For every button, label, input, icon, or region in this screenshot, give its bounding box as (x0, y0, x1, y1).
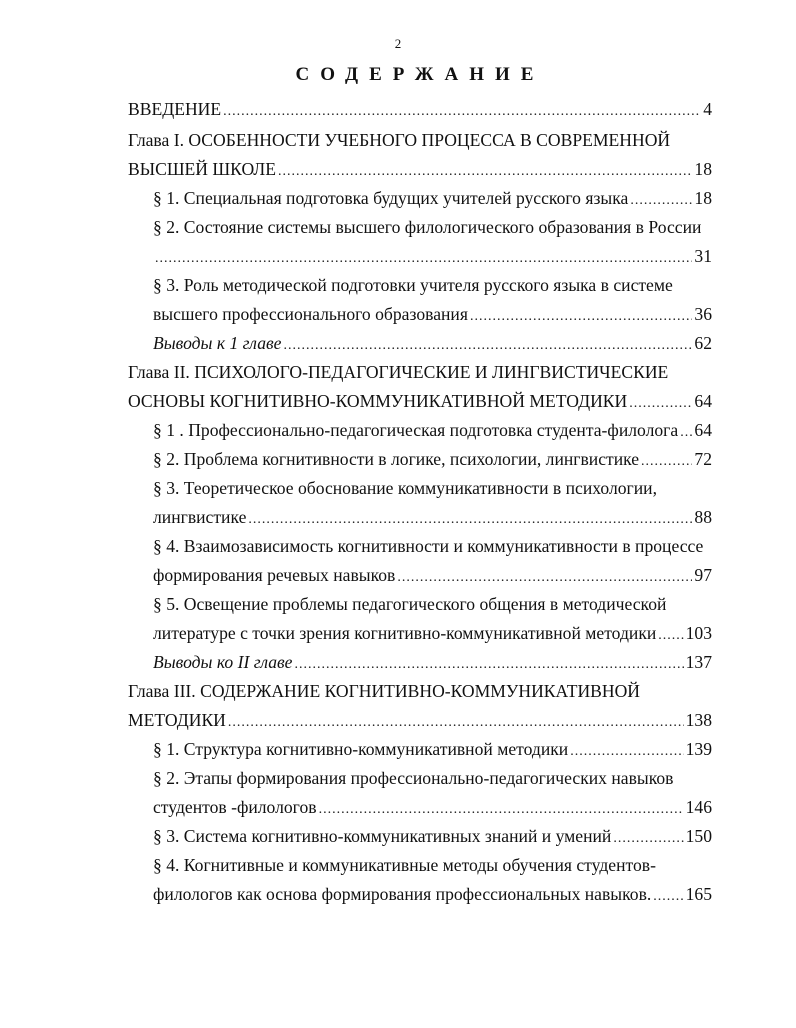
toc-entry-text: § 5. Освещение проблемы педагогического общения в методической (153, 594, 667, 614)
dot-leader (629, 389, 692, 418)
dot-leader (278, 157, 692, 186)
toc-entry (128, 793, 712, 822)
toc-page-number: 72 (694, 449, 712, 469)
dot-leader (680, 418, 692, 447)
dot-leader (283, 331, 692, 360)
toc-page-number: 31 (694, 246, 712, 266)
dot-leader (630, 186, 692, 215)
toc-entry-text: формирования речевых навыков (153, 565, 396, 585)
toc-entry (128, 387, 712, 416)
toc-page-number: 97 (694, 565, 712, 585)
dot-leader (570, 737, 683, 766)
toc-entry (128, 300, 712, 329)
dot-leader (248, 505, 692, 534)
toc-entry (128, 822, 712, 851)
toc-entry-text: ВЫСШЕЙ ШКОЛЕ (128, 159, 276, 179)
dot-leader (658, 621, 683, 650)
toc-entry (128, 706, 712, 735)
toc-entry-text: § 2. Состояние системы высшего филологического образования в России (153, 217, 702, 237)
toc-page-number: 62 (694, 333, 712, 353)
toc-entry (128, 503, 712, 532)
dot-leader (223, 97, 701, 126)
toc-page-number: 137 (685, 652, 712, 672)
toc-page-number: 150 (685, 826, 712, 846)
toc-entry (128, 155, 712, 184)
toc-page-number: 64 (694, 420, 712, 440)
dot-leader (294, 650, 683, 679)
toc-entry-text: § 3. Теоретическое обоснование коммуникативности в психологии, (153, 478, 657, 498)
dot-leader (613, 824, 683, 853)
toc-entry-text: студентов -филологов (153, 797, 317, 817)
toc-page-number: 139 (685, 739, 712, 759)
toc-entry-text: § 4. Когнитивные и коммуникативные методы обучения студентов- (153, 855, 656, 875)
toc-entry (128, 851, 712, 880)
page-number: 2 (394, 36, 402, 51)
toc-entry (128, 880, 712, 909)
toc-entry (128, 764, 712, 793)
toc-page-number: 103 (685, 623, 712, 643)
toc-entry-text: Выводы ко II главе (153, 652, 293, 672)
toc-entry-text: Глава II. ПСИХОЛОГО-ПЕДАГОГИЧЕСКИЕ И ЛИНГВИСТИЧЕСКИЕ (128, 362, 669, 382)
toc-page-number: 4 (703, 99, 712, 119)
toc-entry-text: филологов как основа формирования профессиональных навыков. (153, 884, 652, 904)
toc-page-number: 165 (685, 884, 712, 904)
toc-page-number: 18 (694, 159, 712, 179)
toc-entry-text: высшего профессионального образования (153, 304, 468, 324)
dot-leader (155, 244, 692, 273)
toc-page-number: 146 (685, 797, 712, 817)
toc-entry (128, 590, 712, 619)
toc-entry-text: литературе с точки зрения когнитивно-коммуникативной методики (153, 623, 657, 643)
dot-leader (641, 447, 692, 476)
toc-entry-text: Глава I. ОСОБЕННОСТИ УЧЕБНОГО ПРОЦЕССА В СОВРЕМЕННОЙ (128, 130, 671, 150)
toc-entry-text: § 1 . Профессионально-педагогическая подготовка студента-филолога (153, 420, 679, 440)
toc-entry-text: § 2. Проблема когнитивности в логике, психологии, лингвистике (153, 449, 640, 469)
toc-entry-text: § 4. Взаимозависимость когнитивности и коммуникативности в процессе (153, 536, 704, 556)
page-title: СОДЕРЖАНИЕ (295, 64, 545, 85)
toc-entry (128, 358, 712, 387)
toc-entry (128, 474, 712, 503)
dot-leader (470, 302, 692, 331)
dot-leader (397, 563, 692, 592)
toc-page-number: 88 (694, 507, 712, 527)
toc-entry-text: ВВЕДЕНИЕ (128, 99, 222, 119)
toc-page-number: 64 (694, 391, 712, 411)
toc-entry-text: лингвистике (153, 507, 247, 527)
toc-entry (128, 95, 712, 124)
toc-entry (128, 213, 712, 242)
toc-entry (128, 126, 712, 155)
toc-entry-text: § 1. Структура когнитивно-коммуникативной методики (153, 739, 569, 759)
toc-entry-text: ОСНОВЫ КОГНИТИВНО-КОММУНИКАТИВНОЙ МЕТОДИКИ (128, 391, 628, 411)
toc-entry (128, 416, 712, 445)
toc-entry (128, 445, 712, 474)
toc-entry (128, 619, 712, 648)
toc-entry-text: МЕТОДИКИ (128, 710, 226, 730)
toc-entry (128, 184, 712, 213)
toc-entry-text: § 2. Этапы формирования профессионально-педагогических навыков (153, 768, 674, 788)
toc-entry (128, 648, 712, 677)
toc-entry (128, 271, 712, 300)
toc-page-number: 18 (694, 188, 712, 208)
toc-entry (128, 677, 712, 706)
toc-entry-text: Выводы к 1 главе (153, 333, 282, 353)
toc-entry-text: § 3. Роль методической подготовки учителя русского языка в системе (153, 275, 673, 295)
toc-entry-text: § 3. Система когнитивно-коммуникативных знаний и умений (153, 826, 612, 846)
toc-entry (128, 735, 712, 764)
dot-leader (653, 882, 683, 911)
dot-leader (319, 795, 684, 824)
toc-entry (128, 532, 712, 561)
toc-page-number: 138 (685, 710, 712, 730)
toc-entry (128, 242, 712, 271)
dot-leader (228, 708, 684, 737)
toc-entry-text: Глава III. СОДЕРЖАНИЕ КОГНИТИВНО-КОММУНИКАТИВНОЙ (128, 681, 640, 701)
toc-entry-text: § 1. Специальная подготовка будущих учителей русского языка (153, 188, 629, 208)
toc-page-number: 36 (694, 304, 712, 324)
table-of-contents (128, 95, 712, 909)
toc-entry (128, 561, 712, 590)
toc-entry (128, 329, 712, 358)
